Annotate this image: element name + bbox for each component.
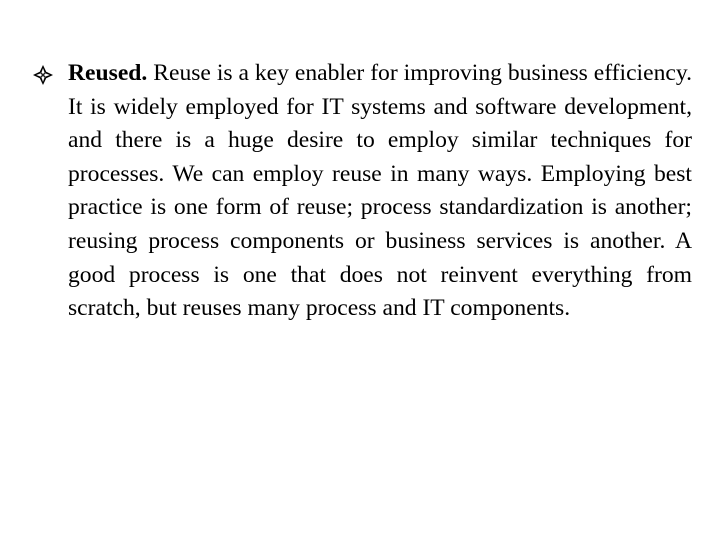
bullet-paragraph: [68, 57, 692, 326]
bullet-body-text: Reuse is a key enabler for improving business efficiency. It is widely employed for IT systems and software development, and there is a huge desire to employ similar techniques for processes. We can employ reuse in many ways. Employing best practice is one form of reuse; process standardization is another; reusing process components or business services is another. A good process is one that does not reinvent everything from scratch, but reuses many process and IT components.: [68, 60, 692, 322]
bullet-item: [32, 57, 692, 326]
lead-term: Reused.: [68, 60, 148, 86]
diamond-bullet-icon: [32, 64, 54, 86]
